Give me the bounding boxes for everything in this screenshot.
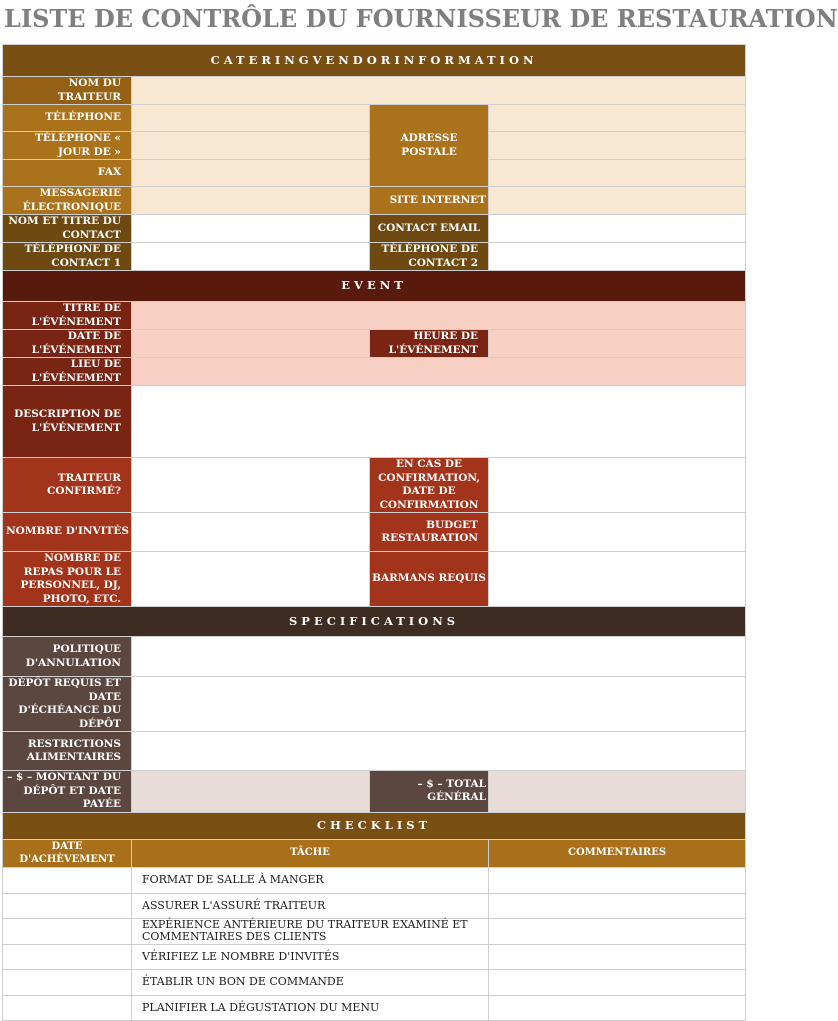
contact-name-title-label: NOM ET TITRE DU CONTACT — [3, 215, 132, 243]
specifications-section-header: SPECIFICATIONS — [3, 607, 746, 637]
phone-field[interactable] — [132, 105, 370, 132]
contact-phone-1-label: TÉLÉPHONE DE CONTACT 1 — [3, 243, 132, 271]
checklist-row — [3, 893, 746, 918]
event-section-header: EVENT — [3, 271, 746, 302]
contact-phone-1-field[interactable] — [132, 243, 370, 271]
dietary-restrictions-field[interactable] — [132, 732, 746, 771]
mailing-address-label: ADRESSE POSTALE — [370, 105, 489, 187]
comments-cell[interactable] — [489, 918, 746, 944]
guest-count-label: NOMBRE D'INVITÉS — [3, 513, 132, 552]
catering-section-header: CATERINGVENDORINFORMATION — [3, 45, 746, 77]
event-date-label: DATE DE L'ÉVÉNEMENT — [3, 330, 132, 358]
dietary-restrictions-label: RESTRICTIONS ALIMENTAIRES — [3, 732, 132, 771]
caterer-name-field[interactable] — [132, 77, 746, 105]
phone-label: TÉLÉPHONE — [3, 105, 132, 132]
fax-label: FAX — [3, 160, 132, 187]
fax-field[interactable] — [132, 160, 370, 187]
event-date-field[interactable] — [132, 330, 370, 358]
event-title-label: TITRE DE L'ÉVÉNEMENT — [3, 302, 132, 330]
checklist-section-header: CHECKLIST — [3, 812, 746, 839]
checklist-row — [3, 944, 746, 969]
contact-email-field[interactable] — [489, 215, 746, 243]
confirmation-date-label: EN CAS DE CONFIRMATION, DATE DE CONFIRMATION — [370, 458, 489, 513]
event-location-field[interactable] — [132, 358, 746, 386]
comments-cell[interactable] — [489, 944, 746, 969]
confirmation-date-field[interactable] — [489, 458, 746, 513]
day-of-phone-field[interactable] — [132, 132, 370, 160]
contact-phone-2-label: TÉLÉPHONE DE CONTACT 2 — [370, 243, 489, 271]
website-label: SITE INTERNET — [370, 187, 489, 215]
staff-meals-label: NOMBRE DE REPAS POUR LE PERSONNEL, DJ, PHOTO, ETC. — [3, 552, 132, 607]
task-cell: VÉRIFIEZ LE NOMBRE D'INVITÉS — [132, 944, 489, 969]
grand-total-field[interactable] — [489, 771, 746, 813]
event-description-label: DESCRIPTION DE L'ÉVÉNEMENT — [3, 386, 132, 458]
bartenders-label: BARMANS REQUIS — [370, 552, 489, 607]
vendor-checklist-sheet — [2, 44, 745, 1021]
cancellation-policy-field[interactable] — [132, 637, 746, 677]
contact-name-title-field[interactable] — [132, 215, 370, 243]
comments-cell[interactable] — [489, 867, 746, 893]
contact-email-label: CONTACT EMAIL — [370, 215, 489, 243]
mailing-address-field-3[interactable] — [489, 160, 746, 187]
checklist-row — [3, 969, 746, 995]
task-cell: ASSURER L'ASSURÉ TRAITEUR — [132, 893, 489, 918]
completion-date-cell[interactable] — [3, 867, 132, 893]
task-cell: FORMAT DE SALLE À MANGER — [132, 867, 489, 893]
caterer-name-label: NOM DU TRAITEUR — [3, 77, 132, 105]
checklist-row — [3, 918, 746, 944]
event-time-label: HEURE DE L'ÉVÉNEMENT — [370, 330, 489, 358]
comments-cell[interactable] — [489, 893, 746, 918]
event-description-field[interactable] — [132, 386, 746, 458]
deposit-amount-field[interactable] — [132, 771, 370, 813]
guest-count-field[interactable] — [132, 513, 370, 552]
checklist-row — [3, 867, 746, 893]
completion-date-cell[interactable] — [3, 944, 132, 969]
completion-date-cell[interactable] — [3, 893, 132, 918]
event-title-field[interactable] — [132, 302, 746, 330]
checklist-table — [2, 44, 746, 1021]
completion-date-cell[interactable] — [3, 918, 132, 944]
mailing-address-field-2[interactable] — [489, 132, 746, 160]
deposit-required-field[interactable] — [132, 677, 746, 732]
deposit-required-label: DÉPÔT REQUIS ET DATE D'ÉCHÉANCE DU DÉPÔT — [3, 677, 132, 732]
event-location-label: LIEU DE L'ÉVÉNEMENT — [3, 358, 132, 386]
website-field[interactable] — [489, 187, 746, 215]
comments-column-header: COMMENTAIRES — [489, 839, 746, 867]
email-field[interactable] — [132, 187, 370, 215]
staff-meals-field[interactable] — [132, 552, 370, 607]
comments-cell[interactable] — [489, 995, 746, 1020]
catering-budget-field[interactable] — [489, 513, 746, 552]
completion-date-cell[interactable] — [3, 995, 132, 1020]
bartenders-field[interactable] — [489, 552, 746, 607]
comments-cell[interactable] — [489, 969, 746, 995]
task-cell: PLANIFIER LA DÉGUSTATION DU MENU — [132, 995, 489, 1020]
contact-phone-2-field[interactable] — [489, 243, 746, 271]
checklist-row — [3, 995, 746, 1020]
cancellation-policy-label: POLITIQUE D'ANNULATION — [3, 637, 132, 677]
deposit-amount-label: – $ – MONTANT DU DÉPÔT ET DATE PAYÉE — [3, 771, 132, 813]
task-cell: EXPÉRIENCE ANTÉRIEURE DU TRAITEUR EXAMINÉ ET COMMENTAIRES DES CLIENTS — [132, 918, 489, 944]
caterer-confirmed-label: TRAITEUR CONFIRMÉ? — [3, 458, 132, 513]
caterer-confirmed-field[interactable] — [132, 458, 370, 513]
completion-date-column-header: DATE D'ACHÈVEMENT — [3, 839, 132, 867]
task-column-header: TÂCHE — [132, 839, 489, 867]
event-time-field[interactable] — [489, 330, 746, 358]
catering-budget-label: BUDGET RESTAURATION — [370, 513, 489, 552]
email-label: MESSAGERIE ÉLECTRONIQUE — [3, 187, 132, 215]
completion-date-cell[interactable] — [3, 969, 132, 995]
task-cell: ÉTABLIR UN BON DE COMMANDE — [132, 969, 489, 995]
mailing-address-field-1[interactable] — [489, 105, 746, 132]
page-title: LISTE DE CONTRÔLE DU FOURNISSEUR DE RESTAURATION — [4, 4, 838, 33]
grand-total-label: – $ – TOTAL GÉNÉRAL — [370, 771, 489, 813]
day-of-phone-label: TÉLÉPHONE « JOUR DE » — [3, 132, 132, 160]
